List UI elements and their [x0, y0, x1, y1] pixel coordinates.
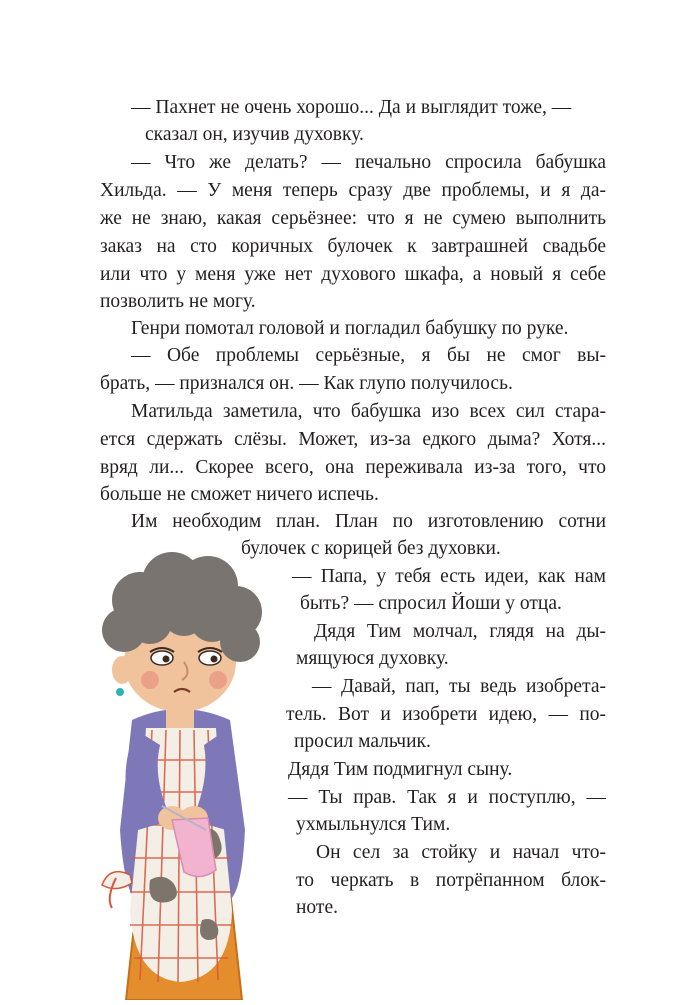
text-line: ноте.: [296, 897, 338, 918]
text-line: Генри помотал головой и погладил бабушку по руке.: [131, 318, 569, 339]
text-line: просил мальчик.: [294, 731, 431, 752]
text-line: Дядя Тим подмигнул сыну.: [288, 759, 513, 780]
text-line: — Папа, у тебя есть идеи, как нам: [292, 566, 606, 587]
text-line: быть? — спросил Йоши у отца.: [300, 593, 562, 614]
text-line: — Ты прав. Так я и поступлю, —: [288, 787, 606, 808]
text-line: — Пахнет не очень хорошо... Да и выглядит тоже, —: [131, 97, 572, 118]
text-line: больше не сможет ничего испечь.: [100, 484, 379, 505]
text-line: Хильда. — У меня теперь сразу две проблемы, и я да-: [100, 180, 606, 201]
text-line: брать, — признался он. — Как глупо получилось.: [100, 373, 513, 394]
text-line: Дядя Тим молчал, глядя на ды-: [314, 621, 606, 642]
text-line: Матильда заметила, что бабушка изо всех сил стара-: [131, 401, 606, 422]
text-line: — Давай, пап, ты ведь изобрета-: [312, 676, 606, 697]
grandmother-knitting-illustration-icon: [80, 530, 280, 1000]
text-line: вряд ли... Скорее всего, она переживала из-за того, что: [100, 457, 606, 478]
grandmother-illustration: [80, 530, 280, 1000]
text-line: мящуюся духовку.: [296, 648, 449, 669]
text-line: ухмыльнулся Тим.: [296, 814, 451, 835]
text-line: Он сел за стойку и начал что-: [316, 842, 606, 863]
text-line: — Что же делать? — печально спросила бабушка: [131, 152, 606, 173]
text-line: сказал он, изучив духовку.: [145, 124, 364, 145]
text-line: заказ на сто коричных булочек к завтрашней свадьбе: [100, 236, 606, 257]
text-line: ется сдержать слёзы. Может, из-за едкого дыма? Хотя...: [100, 429, 606, 450]
text-line: или что у меня уже нет духового шкафа, а новый я себе: [100, 264, 606, 285]
text-line: то черкать в потрёпанном блок-: [296, 870, 606, 891]
text-line: булочек с корицей без духовки.: [241, 538, 501, 559]
text-line: — Обе проблемы серьёзные, я бы не смог вы-: [131, 345, 606, 366]
text-line: позволить не могу.: [100, 291, 256, 312]
text-line: же не знаю, какая серьёзнее: что я не сумею выполнить: [100, 208, 606, 229]
text-line: тель. Вот и изобрети идею, — по-: [286, 704, 606, 725]
text-line: Им необходим план. План по изготовлению сотни: [131, 511, 606, 532]
